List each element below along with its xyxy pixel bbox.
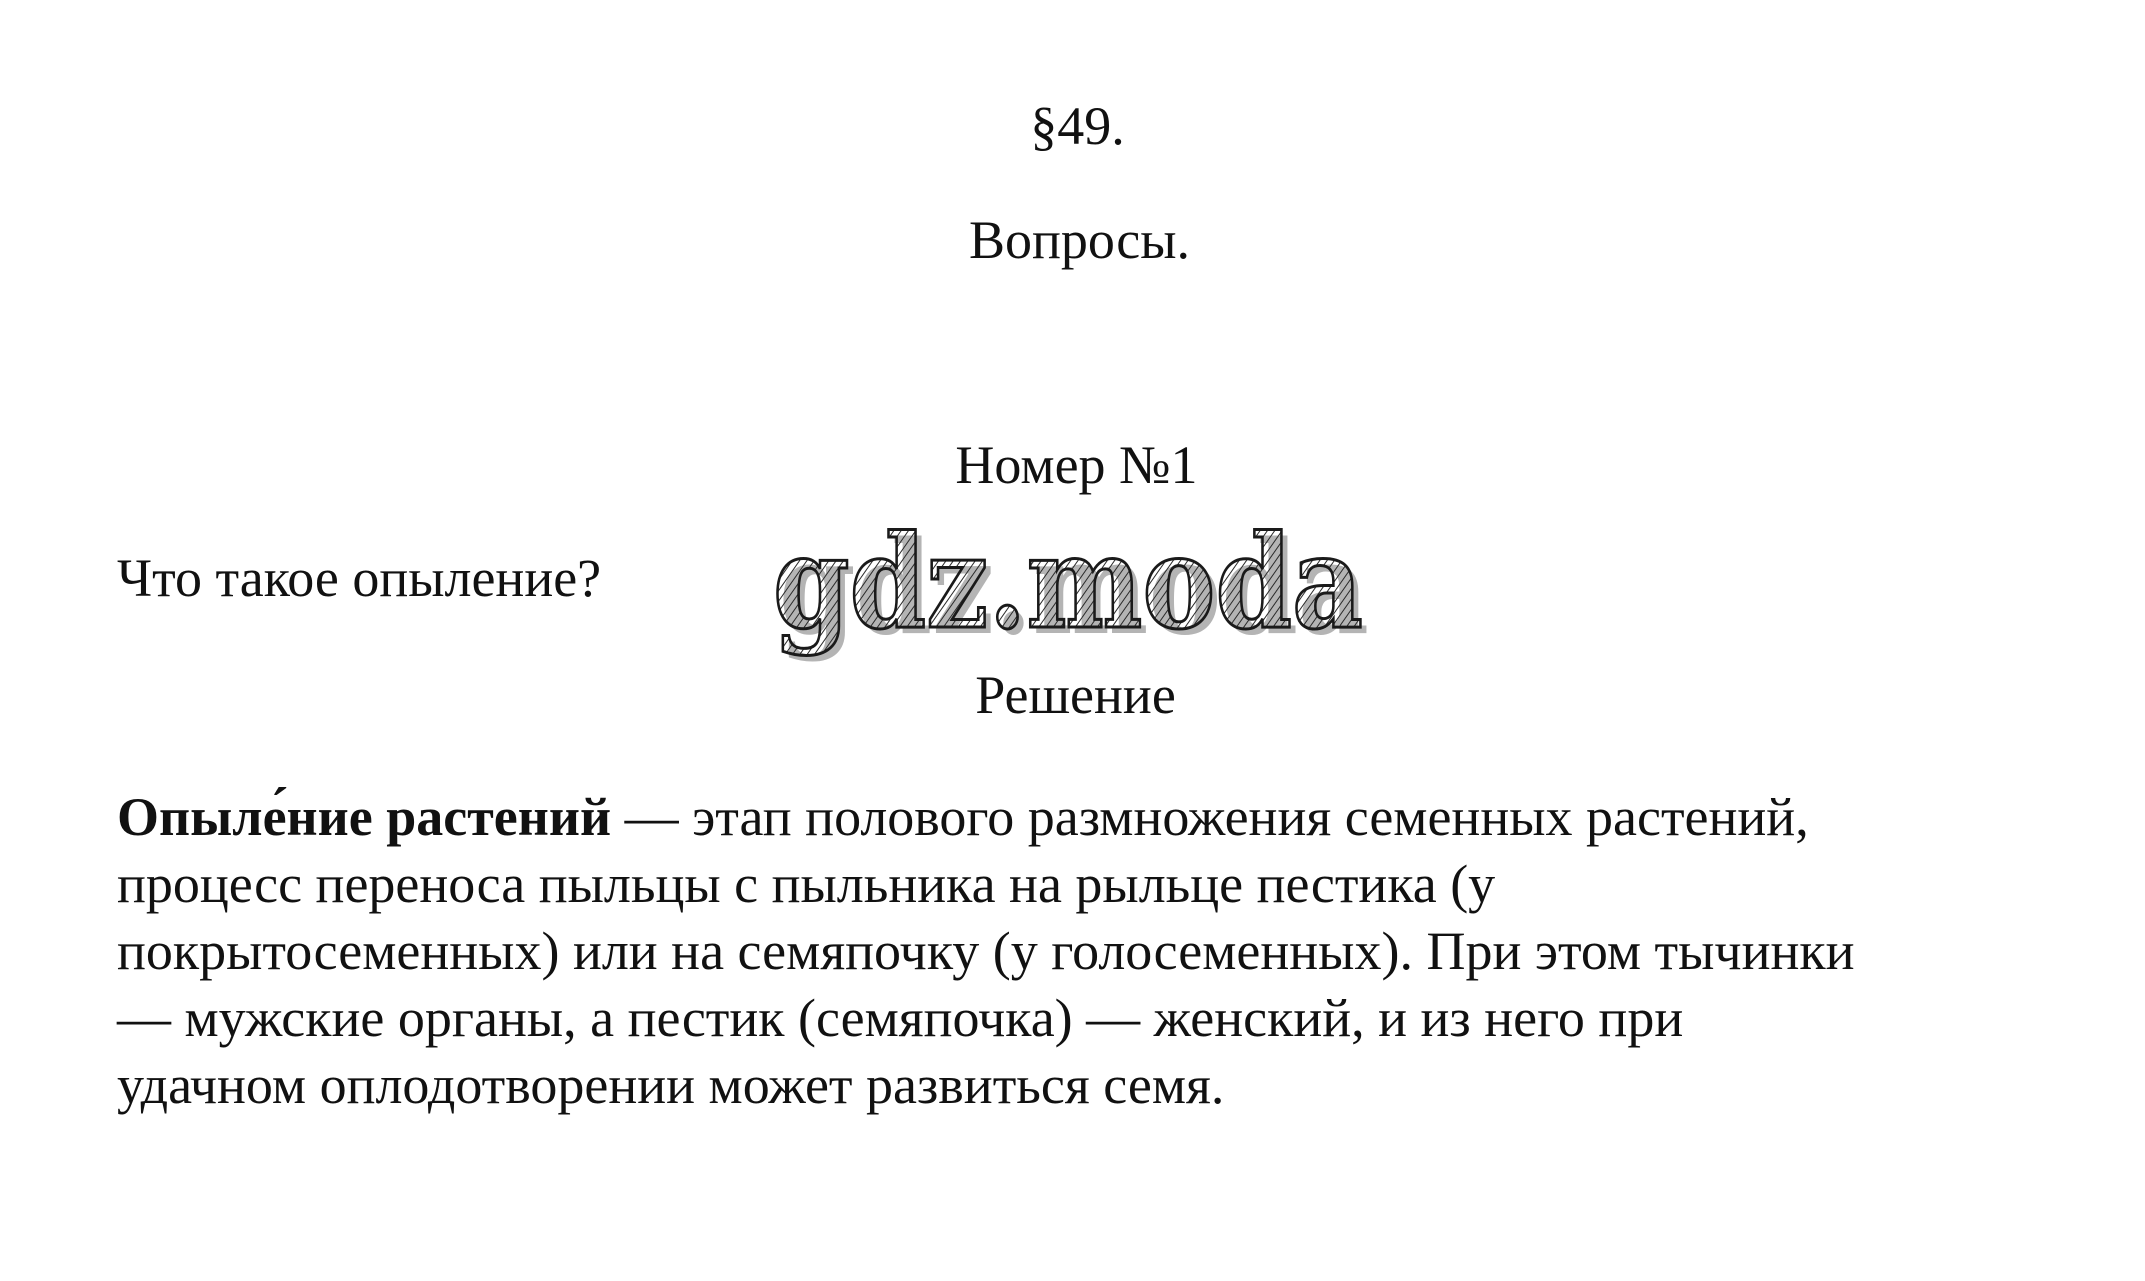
watermark-shadow: gdz.moda <box>779 515 1369 664</box>
section-title: Вопросы. <box>968 210 1190 270</box>
answer-paragraph <box>117 784 2047 1119</box>
solution-label: Решение <box>975 665 1176 725</box>
section-number: §49. <box>1030 96 1125 156</box>
answer-line-3: покрытосеменных) или на семяпочку (у голосеменных). При этом тычинки <box>117 921 1855 981</box>
answer-term: Опыле́ние растений <box>117 787 612 847</box>
task-number: Номер №1 <box>955 435 1198 495</box>
answer-line-1 <box>117 784 2047 851</box>
watermark-text: gdz.moda <box>773 515 1363 658</box>
watermark-logo <box>765 515 1385 675</box>
question-text: Что такое опыление? <box>117 548 602 608</box>
answer-line-1-rest: — этап полового размножения семенных растений, <box>611 787 1809 847</box>
answer-line-4: — мужские органы, а пестик (семяпочка) — женский, и из него при <box>117 988 1684 1048</box>
answer-line-2: процесс переноса пыльцы с пыльника на рыльце пестика (у <box>117 854 1496 914</box>
answer-line-5: удачном оплодотворении может развиться семя. <box>117 1055 1225 1115</box>
